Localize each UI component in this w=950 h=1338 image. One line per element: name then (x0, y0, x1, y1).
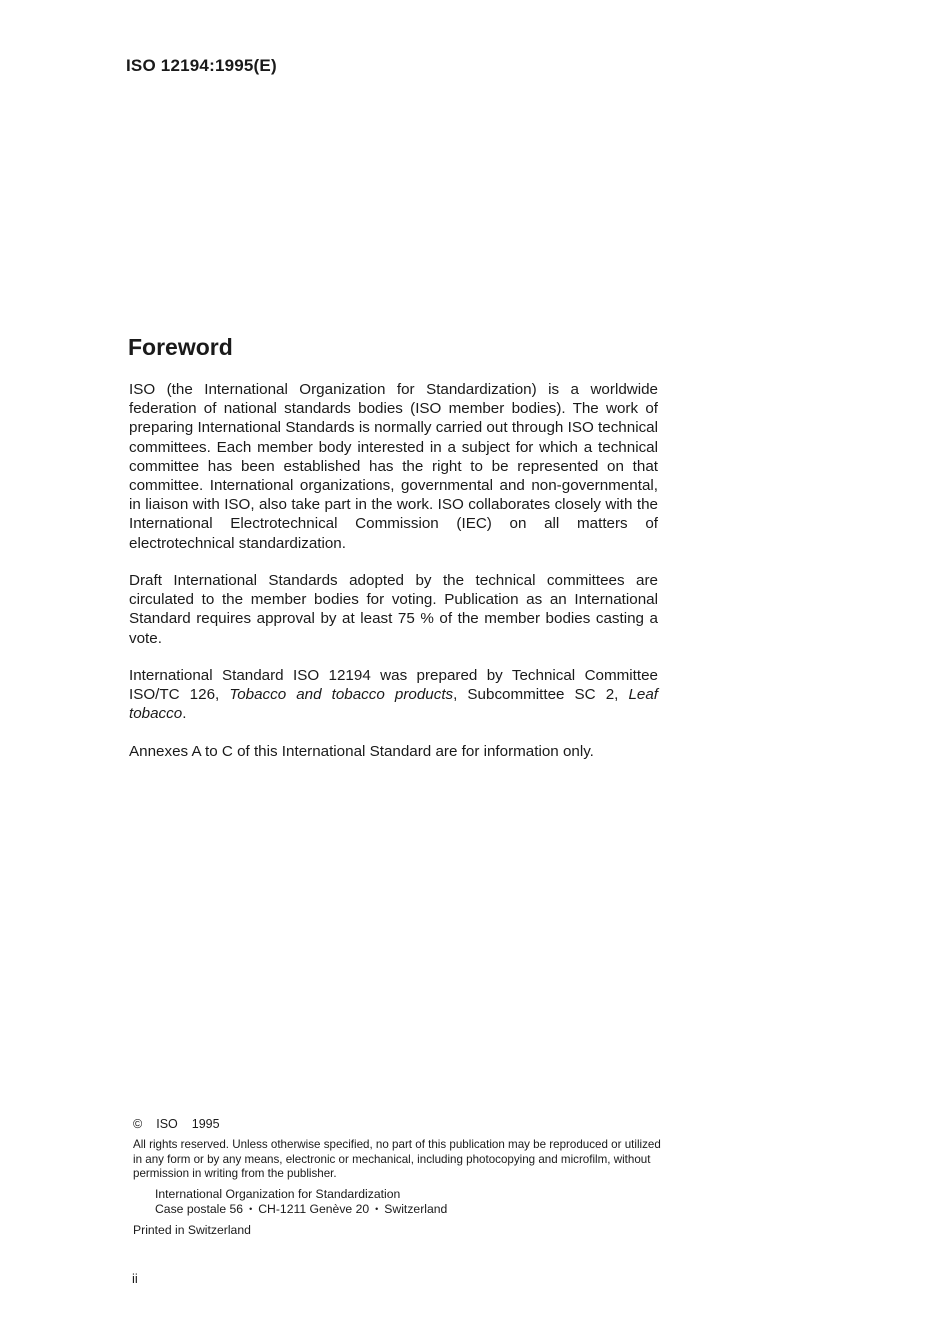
rights-statement: All rights reserved. Unless otherwise specified, no part of this publication may be reproduced or utilized in any form or by any means, electronic or mechanical, including photocopying and microfilm, without permission in writing from the publisher. (133, 1138, 661, 1181)
para3-italic-subcommittee: Leaf tobacco (129, 686, 658, 723)
para3-text-3: . (182, 705, 187, 723)
address-city: CH-1211 Genève 20 (258, 1201, 370, 1216)
bullet-separator-1: • (249, 1203, 253, 1214)
publisher-block (155, 1187, 447, 1216)
copyright-line (133, 1117, 220, 1131)
document-id: ISO 12194:1995(E) (126, 56, 277, 75)
printed-location: Printed in Switzerland (133, 1223, 251, 1237)
address-country: Switzerland (384, 1201, 448, 1216)
bullet-separator-2: • (375, 1203, 379, 1214)
publisher-address (155, 1202, 447, 1217)
para3-text-2: , Subcommittee SC 2, (453, 686, 629, 704)
page-number: ii (132, 1271, 138, 1286)
foreword-title: Foreword (128, 334, 233, 360)
copyright-year: 1995 (191, 1117, 220, 1131)
copyright-org: ISO (156, 1117, 178, 1131)
publisher-name: International Organization for Standardization (155, 1187, 401, 1201)
foreword-paragraph-1: ISO (the International Organization for Standardization) is a worldwide federation of national standards bodies (ISO member bodies). The work of preparing International Standards is normally carried out through ISO technical committees. Each member body interested in a subject for which a technical committee has been established has the right to be represented on that committee. International organizations, governmental and non-governmental, in liaison with ISO, also take part in the work. ISO collaborates closely with the International Electrotechnical Commission (IEC) on all matters of electrotechnical standardization. (129, 381, 658, 552)
foreword-paragraph-2: Draft International Standards adopted by the technical committees are circulated to the member bodies for voting. Publication as an International Standard requires approval by at least 75 % of the member bodies casting a vote. (129, 572, 658, 647)
copyright-symbol: © (133, 1117, 143, 1131)
foreword-paragraph-4: Annexes A to C of this International Standard are for information only. (129, 743, 594, 760)
foreword-paragraph-3 (129, 666, 658, 724)
address-postbox: Case postale 56 (155, 1201, 244, 1216)
para3-text-1: International Standard ISO 12194 was prepared by Technical Committee ISO/TC 126, (129, 667, 658, 704)
para3-italic-committee: Tobacco and tobacco products (229, 686, 454, 704)
